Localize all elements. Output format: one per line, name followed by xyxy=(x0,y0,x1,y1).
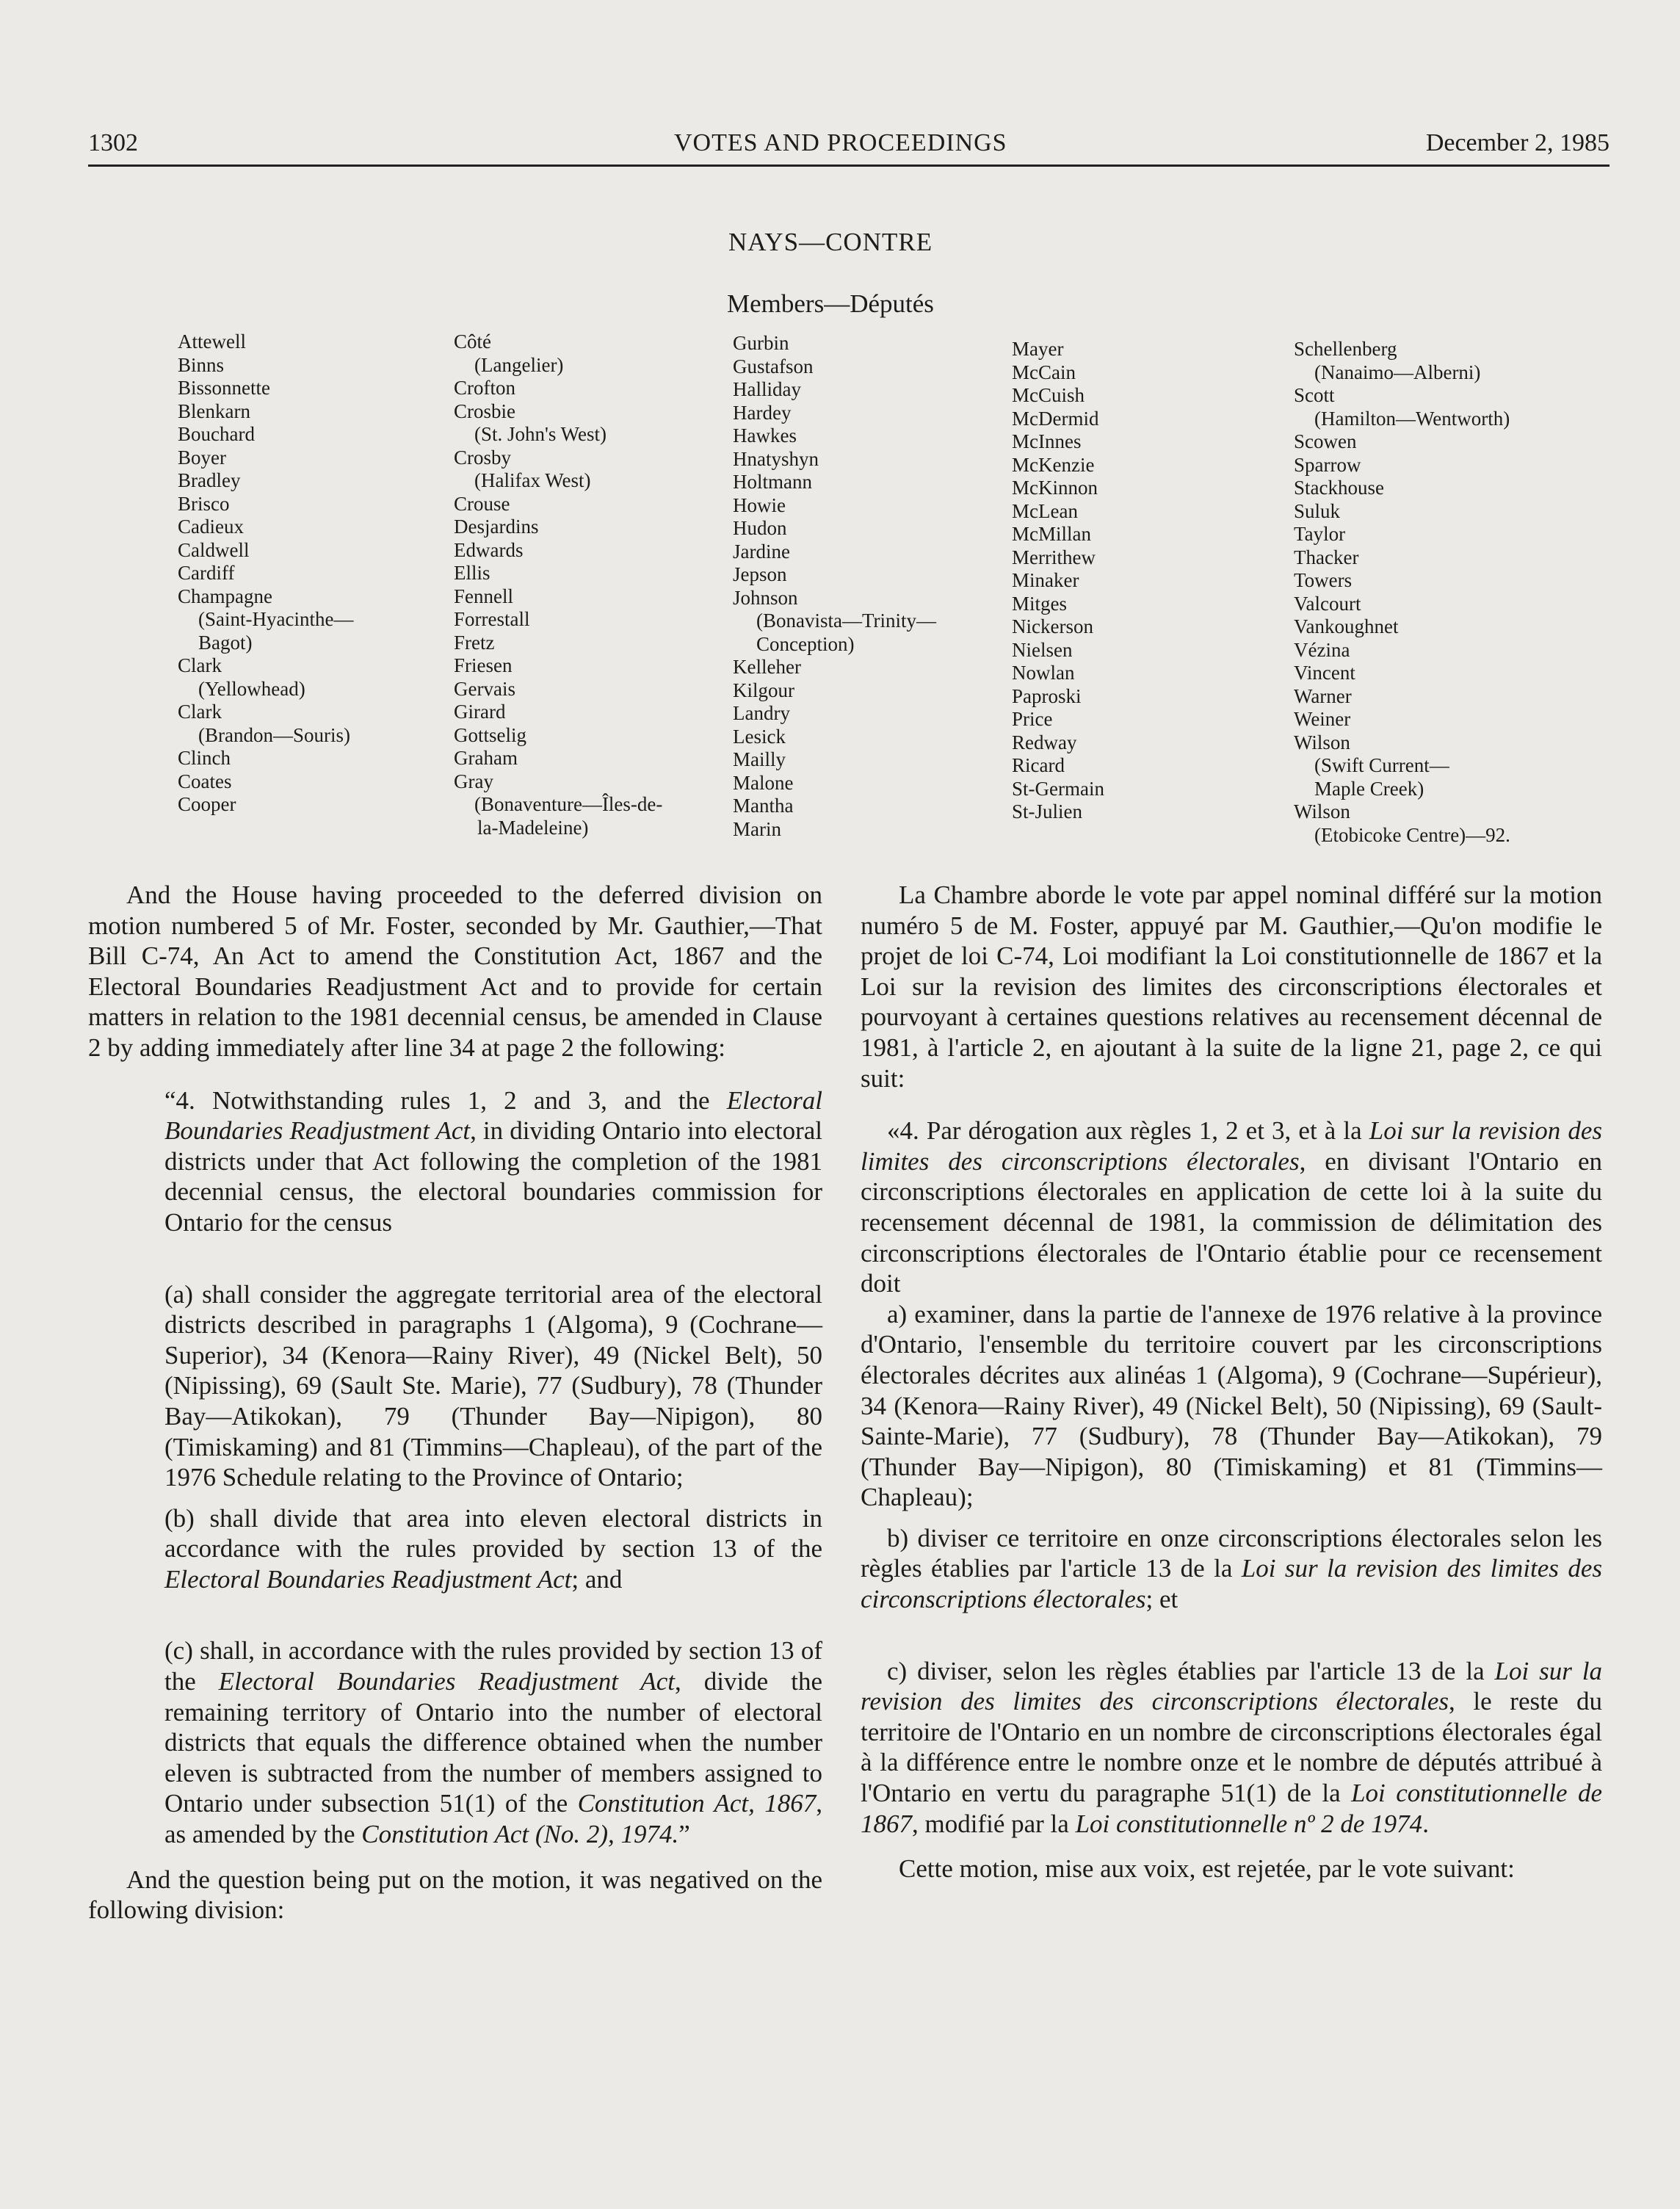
english-item-c: (c) shall, in accordance with the rules provided by section 13 of the Electoral Boundaries Readjustment Act, divide the remaining territory of Ontario into the number of electoral districts that equals the difference obtained when the number eleven is subtracted from the number of members assigned to Ontario under subsection 51(1) of the Constitution Act, 1867, as amended by the Constitution Act (No. 2), 1974.” xyxy=(164,1636,822,1849)
member-name: Mitges xyxy=(1012,592,1068,615)
header-rule xyxy=(88,164,1610,167)
member-name: Hawkes xyxy=(733,424,797,446)
member-riding: Conception) xyxy=(756,632,855,655)
member-name: Kilgour xyxy=(733,679,794,701)
members-heading: Members—Députés xyxy=(727,289,934,318)
member-name: Cardiff xyxy=(178,562,235,584)
member-name: Minaker xyxy=(1012,569,1079,591)
member-name: Boyer xyxy=(178,446,226,469)
member-name: Vincent xyxy=(1294,662,1355,684)
member-name: Côté xyxy=(454,330,491,352)
members-column-5 xyxy=(1294,338,1510,847)
member-name: Gray xyxy=(454,770,493,792)
member-name: Price xyxy=(1012,708,1053,730)
member-name: Thacker xyxy=(1294,546,1359,568)
member-name: Champagne xyxy=(178,585,272,607)
member-name: Graham xyxy=(454,747,518,769)
member-name: Crofton xyxy=(454,377,515,399)
member-riding: (Yellowhead) xyxy=(198,677,305,700)
members-column-4 xyxy=(1012,338,1104,824)
member-riding: (Saint-Hyacinthe— xyxy=(198,608,354,630)
member-riding: (Bonaventure—Îles-de- xyxy=(474,793,663,815)
french-amendment-intro: «4. Par dérogation aux règles 1, 2 et 3, et à la Loi sur la revision des limites des circonscriptions électorales, en divisant l'Ontario en circonscriptions électorales en application de cette loi à la suite du recensement décennal de 1981, la commission de délimitation des circonscriptions électorales de l'Ontario établie pour ce recensement doit xyxy=(861,1116,1602,1298)
member-name: Redway xyxy=(1012,731,1077,753)
member-name: Fretz xyxy=(454,631,495,654)
member-name: Nickerson xyxy=(1012,615,1093,637)
member-name: Weiner xyxy=(1294,708,1351,730)
member-name: Mailly xyxy=(733,748,786,770)
member-name: Girard xyxy=(454,701,506,723)
member-name: Towers xyxy=(1294,569,1353,591)
member-name: Forrestall xyxy=(454,608,530,630)
member-name: Crosbie xyxy=(454,400,515,422)
member-name: Valcourt xyxy=(1294,592,1361,615)
member-name: Gurbin xyxy=(733,332,789,354)
member-name: Ricard xyxy=(1012,754,1065,776)
member-name: Coates xyxy=(178,770,232,792)
header-date: December 2, 1985 xyxy=(1425,129,1610,156)
french-motion-paragraph: La Chambre aborde le vote par appel nominal différé sur la motion numéro 5 de M. Foster, appuyé par M. Gauthier,—Qu'on modifie le projet de loi C-74, Loi modifiant la Loi constitutionnelle de 1867 et la Loi sur la revision des limites des circonscriptions électorales et pourvoyant à certaines questions relatives au recensement décennal de 1981, à l'article 2, en ajoutant à la suite de la ligne 21, page 2, ce qui suit: xyxy=(861,881,1602,1093)
member-name: Sparrow xyxy=(1294,453,1361,476)
member-name: Vézina xyxy=(1294,638,1350,661)
member-name: Clark xyxy=(178,701,222,723)
member-riding: (Langelier) xyxy=(474,353,564,376)
member-name: Caldwell xyxy=(178,538,250,561)
member-name: Nowlan xyxy=(1012,662,1075,684)
member-name: Vankoughnet xyxy=(1294,615,1399,637)
member-name: Lesick xyxy=(733,725,786,748)
member-name: Gottselig xyxy=(454,723,526,746)
member-name: Kelleher xyxy=(733,656,801,678)
member-name: Bradley xyxy=(178,469,241,491)
member-name: Fennell xyxy=(454,585,513,607)
member-name: Wilson xyxy=(1294,731,1350,753)
member-name: Hnatyshyn xyxy=(733,447,819,470)
member-name: Wilson xyxy=(1294,800,1350,822)
member-name: Bouchard xyxy=(178,423,255,445)
member-name: McCain xyxy=(1012,361,1076,383)
member-name: Crouse xyxy=(454,492,510,515)
member-name: Scott xyxy=(1294,384,1335,406)
page-header xyxy=(88,126,1610,163)
member-name: Suluk xyxy=(1294,499,1341,522)
member-name: Ellis xyxy=(454,562,490,584)
member-name: St-Germain xyxy=(1012,777,1104,800)
member-riding: (St. John's West) xyxy=(474,423,607,445)
member-name: Friesen xyxy=(454,654,513,676)
member-name: Scowen xyxy=(1294,430,1357,452)
member-name: Bissonnette xyxy=(178,377,270,399)
member-name: McDermid xyxy=(1012,407,1099,430)
member-name: Jardine xyxy=(733,540,790,563)
member-name: Brisco xyxy=(178,492,230,515)
english-motion-paragraph: And the House having proceeded to the deferred division on motion numbered 5 of Mr. Foster, seconded by Mr. Gauthier,—That Bill C-74, An Act to amend the Constitution Act, 1867 and the Electoral Boundaries Readjustment Act and to provide for certain matters in relation to the 1981 decennial census, be amended in Clause 2 by adding immediately after line 34 at page 2 the following: xyxy=(88,881,822,1062)
member-name: Warner xyxy=(1294,684,1352,707)
member-name: Desjardins xyxy=(454,516,539,538)
english-item-a: (a) shall consider the aggregate territorial area of the electoral districts described in paragraphs 1 (Algoma), 9 (Cochrane—Superior), 34 (Kenora—Rainy River), 49 (Nickel Belt), 50 (Nipissing), 69 (Sault Ste. Marie), 77 (Sudbury), 78 (Thunder Bay—Atikokan), 79 (Thunder Bay—Nipigon), 80 (Timiskaming) and 81 (Timmins—Chapleau), of the part of the 1976 Schedule relating to the Province of Ontario; xyxy=(164,1279,822,1492)
member-name: Merrithew xyxy=(1012,546,1096,568)
member-riding: Bagot) xyxy=(198,631,253,654)
page-number: 1302 xyxy=(88,129,138,156)
member-riding: la-Madeleine) xyxy=(477,816,589,839)
member-riding: (Nanaimo—Alberni) xyxy=(1314,361,1481,383)
member-name: Cadieux xyxy=(178,516,244,538)
member-name: St-Julien xyxy=(1012,800,1083,822)
member-name: McKinnon xyxy=(1012,477,1098,499)
member-name: Hardey xyxy=(733,401,792,424)
english-item-b: (b) shall divide that area into eleven electoral districts in accordance with the rules provided by section 13 of the Electoral Boundaries Readjustment Act; and xyxy=(164,1503,822,1594)
members-column-1 xyxy=(178,330,353,817)
member-riding: (Brandon—Souris) xyxy=(198,723,350,746)
member-name: McCuish xyxy=(1012,384,1085,406)
member-name: Cooper xyxy=(178,793,236,815)
member-riding: (Bonavista—Trinity— xyxy=(756,610,937,632)
member-name: Stackhouse xyxy=(1294,477,1384,499)
english-amendment-intro: “4. Notwithstanding rules 1, 2 and 3, and the Electoral Boundaries Readjustment Act, in dividing Ontario into electoral districts under that Act following the completion of the 1981 decennial census, the electoral boundaries commission for Ontario for the census xyxy=(164,1085,822,1237)
member-name: Holtmann xyxy=(733,471,812,493)
member-name: Schellenberg xyxy=(1294,338,1397,360)
member-name: Paproski xyxy=(1012,684,1082,707)
member-name: Marin xyxy=(733,817,781,840)
member-name: Binns xyxy=(178,353,225,376)
member-riding: Maple Creek) xyxy=(1314,777,1424,800)
member-name: Blenkarn xyxy=(178,400,250,422)
member-name: Gustafson xyxy=(733,355,814,377)
member-name: Mantha xyxy=(733,795,794,817)
member-name: Hudon xyxy=(733,517,787,539)
english-result-paragraph: And the question being put on the motion, it was negatived on the following division: xyxy=(88,1865,822,1925)
member-name: Taylor xyxy=(1294,523,1346,545)
member-riding: (Etobicoke Centre)—92. xyxy=(1314,823,1510,846)
member-name: Jepson xyxy=(733,563,787,585)
member-name: Halliday xyxy=(733,378,801,400)
member-name: Howie xyxy=(733,494,786,516)
french-column xyxy=(861,880,1602,1884)
member-name: McLean xyxy=(1012,499,1078,522)
member-name: Nielsen xyxy=(1012,638,1073,661)
member-name: McInnes xyxy=(1012,430,1082,452)
member-name: McMillan xyxy=(1012,523,1091,545)
members-column-2 xyxy=(454,330,662,839)
member-name: Malone xyxy=(733,771,794,794)
running-title: VOTES AND PROCEEDINGS xyxy=(674,129,1007,156)
member-name: Crosby xyxy=(454,446,512,469)
member-name: Johnson xyxy=(733,586,798,609)
member-name: McKenzie xyxy=(1012,453,1095,476)
member-name: Clark xyxy=(178,654,222,676)
member-name: Mayer xyxy=(1012,338,1064,360)
member-name: Attewell xyxy=(178,330,246,352)
english-column xyxy=(88,880,822,1926)
french-item-a: a) examiner, dans la partie de l'annexe de 1976 relative à la province d'Ontario, l'ensemble du territoire couvert par les circonscriptions électorales décrites aux alinéas 1 (Algoma), 9 (Cochrane—Supérieur), 34 (Kenora—Rainy River), 49 (Nickel Belt), 50 (Nipissing), 69 (Sault-Sainte-Marie), 77 (Sudbury), 78 (Thunder Bay—Atikokan), 79 (Thunder Bay—Nipigon), 80 (Timiskaming) et 81 (Timmins—Chapleau); xyxy=(861,1299,1602,1512)
member-name: Clinch xyxy=(178,747,231,769)
member-riding: (Swift Current— xyxy=(1314,754,1449,776)
member-riding: (Hamilton—Wentworth) xyxy=(1314,407,1510,430)
french-item-c: c) diviser, selon les règles établies par l'article 13 de la Loi sur la revision des limites des circonscriptions électorales, le reste du territoire de l'Ontario en un nombre de circonscriptions électorales égal à la différence entre le nombre onze et le nombre de députés attribué à l'Ontario en vertu du paragraphe 51(1) de la Loi constitutionnelle de 1867, modifié par la Loi constitutionnelle nº 2 de 1974. xyxy=(861,1656,1603,1838)
member-riding: (Halifax West) xyxy=(474,469,591,491)
members-column-3 xyxy=(733,332,936,841)
french-result-paragraph: Cette motion, mise aux voix, est rejetée, par le vote suivant: xyxy=(899,1854,1515,1884)
member-name: Landry xyxy=(733,702,790,724)
member-name: Gervais xyxy=(454,677,515,700)
member-name: Edwards xyxy=(454,538,524,561)
nays-heading: NAYS—CONTRE xyxy=(728,228,933,256)
french-item-b: b) diviser ce territoire en onze circonscriptions électorales selon les règles établies par l'article 13 de la Loi sur la revision des limites des circonscriptions électorales; et xyxy=(861,1523,1602,1614)
